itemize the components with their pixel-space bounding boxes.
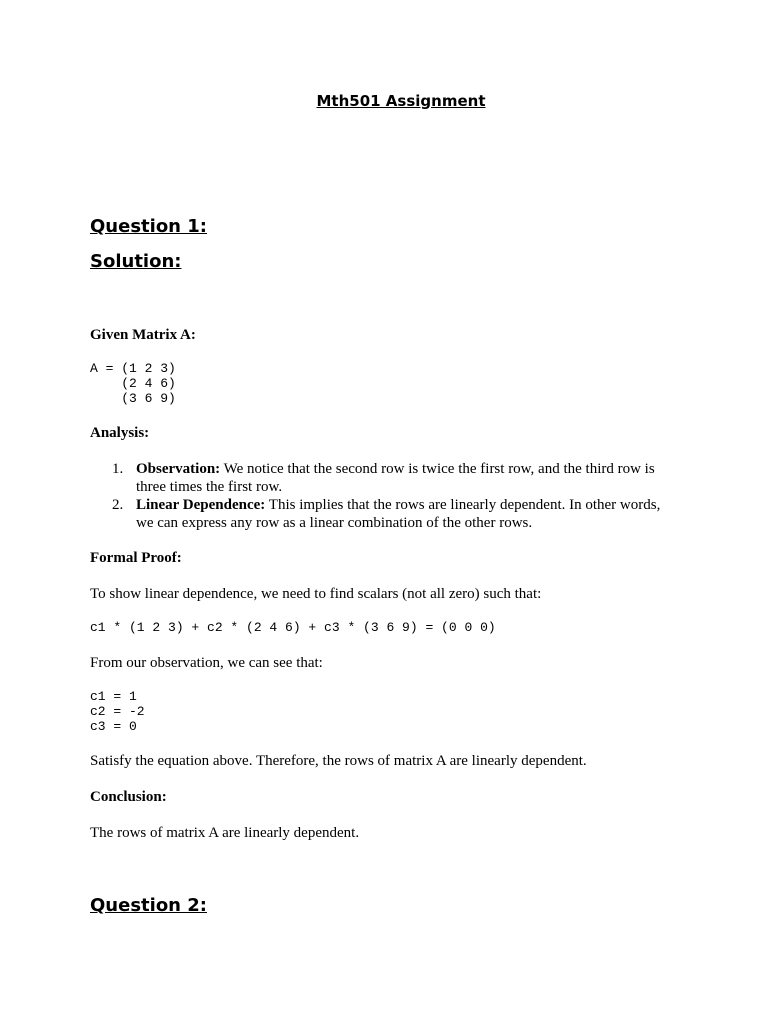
- proof-intro: To show linear dependence, we need to find scalars (not all zero) such that:: [90, 586, 542, 602]
- solution-heading: Solution:: [90, 251, 182, 272]
- list-term: Linear Dependence:: [136, 497, 266, 513]
- conclusion-text: The rows of matrix A are linearly dependent.: [90, 825, 360, 841]
- formal-proof-label: Formal Proof:: [90, 550, 182, 566]
- list-term: Observation:: [136, 461, 221, 477]
- question-1-heading: Question 1:: [90, 216, 207, 237]
- question-2-heading: Question 2:: [90, 895, 207, 916]
- list-item: [90, 496, 680, 532]
- given-matrix-label: Given Matrix A:: [90, 327, 196, 343]
- matrix-line: (2 4 6): [90, 376, 176, 391]
- observation-line: From our observation, we can see that:: [90, 655, 323, 671]
- satisfy-paragraph: Satisfy the equation above. Therefore, the rows of matrix A are linearly dependent.: [90, 753, 587, 769]
- list-text: We notice that the second row is twice the first row, and the third row is three times the first row.: [136, 461, 655, 495]
- scalar-block: [90, 689, 145, 734]
- document-title: Mth501 Assignment: [316, 92, 486, 110]
- list-number: 2.: [112, 497, 124, 513]
- conclusion-label: Conclusion:: [90, 789, 167, 805]
- scalar-line: c1 = 1: [90, 689, 137, 704]
- analysis-label: Analysis:: [90, 425, 150, 441]
- equation: c1 * (1 2 3) + c2 * (2 4 6) + c3 * (3 6 9) = (0 0 0): [90, 620, 496, 635]
- list-item: [90, 460, 680, 496]
- matrix-line: A = (1 2 3): [90, 361, 176, 376]
- scalar-line: c2 = -2: [90, 704, 145, 719]
- scalar-line: c3 = 0: [90, 719, 137, 734]
- analysis-list: [90, 460, 680, 532]
- matrix-block: [90, 361, 176, 406]
- list-number: 1.: [112, 461, 124, 477]
- matrix-line: (3 6 9): [90, 391, 176, 406]
- list-text: This implies that the rows are linearly dependent. In other words, we can express any row as a linear combination of the other rows.: [136, 497, 661, 531]
